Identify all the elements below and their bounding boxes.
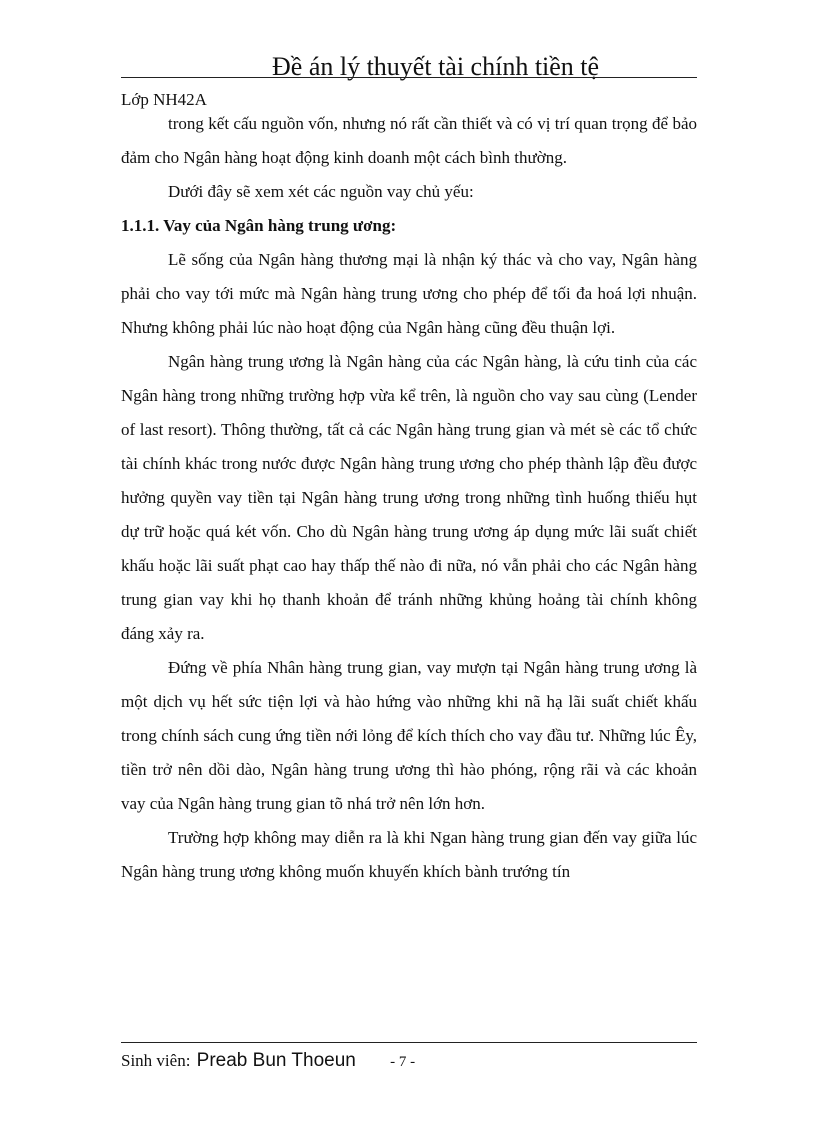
header-rule bbox=[121, 77, 697, 78]
paragraph-4: Trường hợp không may diễn ra là khi Ngan hàng trung gian đến vay giữa lúc Ngân hàng trung ương không muốn khuyến khích bành trướng tín bbox=[121, 828, 697, 881]
page-footer bbox=[121, 1048, 415, 1075]
section-heading: 1.1.1. Vay của Ngân hàng trung ương: bbox=[121, 216, 397, 235]
student-name: Preab Bun Thoeun bbox=[196, 1050, 356, 1071]
page-number: - 7 - bbox=[390, 1054, 416, 1070]
paragraph-continued: trong kết cấu nguồn vốn, nhưng nó rất cần thiết và có vị trí quan trọng để bảo đảm cho Ngân hàng hoạt động kinh doanh một cách bình thường. bbox=[121, 114, 697, 167]
page-header-title: Đề án lý thuyết tài chính tiền tệ bbox=[272, 52, 600, 81]
student-label: Sinh viên: bbox=[121, 1051, 191, 1070]
class-label: Lớp NH42A bbox=[121, 90, 207, 109]
paragraph-1: Lẽ sống của Ngân hàng thương mại là nhận ký thác và cho vay, Ngân hàng phải cho vay tới mức mà Ngân hàng trung ương cho phép để tối đa hoá lợi nhuận. Nhưng không phải lúc nào hoạt động của Ngân hàng cũng đều thuận lợi. bbox=[121, 250, 697, 337]
paragraph-intro: Dưới đây sẽ xem xét các nguồn vay chủ yếu: bbox=[168, 182, 474, 201]
paragraph-3: Đứng về phía Nhân hàng trung gian, vay mượn tại Ngân hàng trung ương là một dịch vụ hết sức tiện lợi và hào hứng vào những khi nã hạ lãi suất chiết khấu trong chính sách cung ứng tiền nới lỏng để kích thích cho vay đầu tư. Những lúc Êy, tiền trở nên dồi dào, Ngân hàng trung ương thì hào phóng, rộng rãi và các khoản vay của Ngân hàng trung gian tõ nhá trở nên lớn hơn. bbox=[121, 658, 697, 813]
document-body bbox=[121, 107, 697, 889]
paragraph-2: Ngân hàng trung ương là Ngân hàng của các Ngân hàng, là cứu tinh của các Ngân hàng trong những trường hợp vừa kể trên, là nguồn cho vay sau cùng (Lender of last resort). Thông thường, tất cả các Ngân hàng trung gian và mét sè các tổ chức tài chính khác trong nước được Ngân hàng trung ương cho phép thành lập đều được hưởng quyền vay tiền tại Ngân hàng trung ương trong những tình huống thiếu hụt dự trữ hoặc quá két vốn. Cho dù Ngân hàng trung ương áp dụng mức lãi suất chiết khấu hoặc lãi suất phạt cao hay thấp thế nào đi nữa, nó vẫn phải cho các Ngân hàng trung gian vay khi họ thanh khoản để tránh những khủng hoảng tài chính không đáng xảy ra. bbox=[121, 352, 697, 643]
footer-rule bbox=[121, 1042, 697, 1043]
